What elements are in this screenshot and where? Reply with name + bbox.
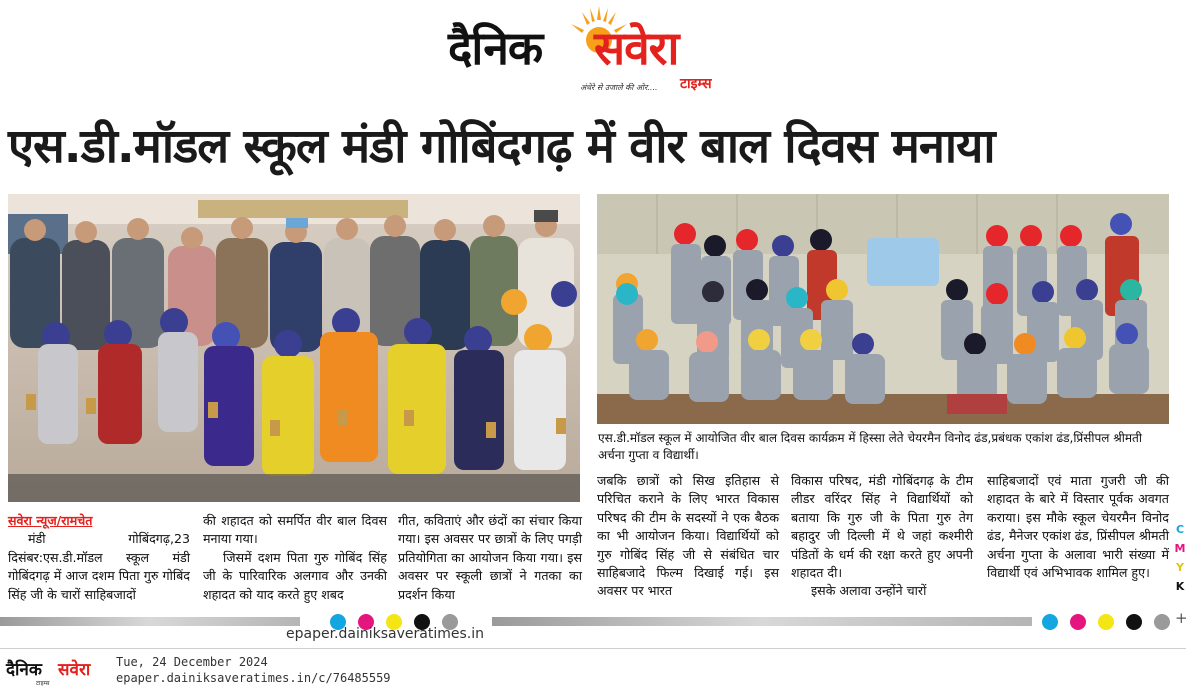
article-byline: सवेरा न्यूज/रामचेत — [8, 513, 93, 528]
cmyk-color-marks — [1174, 520, 1186, 596]
article-column-3 — [398, 512, 582, 604]
cyan-dot — [1042, 614, 1058, 630]
article-paragraph: गीत, कविताएं और छंदों का संचार किया गया। इस अवसर पर छात्रों के लिए पगड़ी प्रतियोगिता का आयोजन किया गया। इस अवसर पर स्कूली छात्रों ने गतका का प्रदर्शन किया — [398, 513, 582, 602]
cmyk-c: C — [1175, 523, 1185, 536]
footer-bar — [0, 648, 1186, 691]
students-group-photo — [597, 194, 1169, 424]
logo-word-dainik: दैनिक — [448, 21, 543, 75]
article-column-2 — [203, 512, 387, 604]
cmyk-m: M — [1174, 542, 1186, 555]
article-paragraph: जिसमें दशम पिता गुरु गोबिंद सिंह जी के पारिवारिक अलगाव और उनकी शहादत को याद करते हुए शबद — [203, 549, 387, 602]
article-headline: एस.डी.मॉडल स्कूल मंडी गोबिंदगढ़ में वीर बाल दिवस मनाया — [8, 119, 995, 174]
registration-strip — [492, 617, 1032, 626]
article-paragraph: की शहादत को समर्पित वीर बाल दिवस मनाया गया। — [203, 513, 387, 547]
article-permalink[interactable]: epaper.dainiksaveratimes.in/c/76485559 — [116, 671, 391, 685]
footer-logo-word-dainik: दैनिक — [6, 660, 42, 680]
article-paragraph: इसके अलावा उन्होंने चारों — [811, 583, 927, 599]
footer-logo-word-times: टाइम्स — [36, 680, 50, 687]
publication-date: Tue, 24 December 2024 — [116, 655, 268, 669]
cmyk-k: K — [1175, 580, 1185, 593]
article-paragraph: मंडी गोबिंदगढ़,23 दिसंबर:एस.डी.मॉडल स्कूल मंडी गोबिंदगढ़ में आज दशम पिता गुरु गोबिंद सिंह जी के चारों साहिबजादों — [8, 531, 190, 602]
registration-strip — [0, 617, 300, 626]
masthead — [0, 0, 1186, 106]
article-paragraph: साहिबजादों एवं माता गुजरी जी की शहादत के बारे में विस्तार पूर्वक अवगत कराया। इस मौके स्कूल चेयरमैन विनोद ढंड, मैनेजर एकांश ढंड, प्रिंसीपल श्रीमती अर्चना गुप्ता के अलावा भारी संख्या में विद्यार्थी एवं अभिभावक शामिल हुए। — [987, 473, 1169, 581]
black-dot — [1126, 614, 1142, 630]
yellow-dot — [1098, 614, 1114, 630]
epaper-url[interactable]: epaper.dainiksaveratimes.in — [286, 626, 484, 642]
event-group-photo — [8, 194, 580, 502]
cmyk-y: Y — [1176, 561, 1184, 574]
article-paragraph: विकास परिषद, मंडी गोबिंदगढ़ के टीम लीडर वरिंदर सिंह ने विद्यार्थियों को बताया कि गुरु जी के पिता गुरु तेग बहादुर जी दिल्ली में थे जहां कश्मीरी पंडितों के धर्म की रक्षा करते हुए अपनी शहादत दी। — [791, 473, 973, 581]
logo-tagline: अंधेरे से उजाले की ओर.... — [580, 83, 658, 92]
footer-logo-word-savera: सवेरा — [58, 660, 91, 680]
article-paragraph: जबकि छात्रों को सिख इतिहास से परिचित कराने के लिए भारत विकास परिषद की टीम के सदस्यों ने एक बैठक का भी आयोजन किया। विद्यार्थियों को गुरु गोबिंद सिंह जी से संबंधित चार साहिबजादे फिल्म दिखाई गई। इस अवसर पर भारत — [597, 473, 779, 599]
logo-word-savera: सवेरा — [594, 21, 679, 75]
article-column-6 — [987, 472, 1169, 582]
article-column-4 — [597, 472, 779, 601]
article-column-5 — [791, 472, 973, 601]
registration-cross-icon: + — [1175, 609, 1188, 627]
logo-word-times: टाइम्स — [680, 76, 712, 92]
newspaper-logo — [448, 2, 748, 102]
gray-dot — [1154, 614, 1170, 630]
article-column-1 — [8, 512, 190, 604]
magenta-dot — [1070, 614, 1086, 630]
photo-caption: एस.डी.मॉडल स्कूल में आयोजित वीर बाल दिवस कार्यक्रम में हिस्सा लेते चेयरमैन विनोद ढंड,प्रबंधक एकांश ढंड,प्रिंसीपल श्रीमती अर्चना गुप्ता व विद्यार्थी। — [598, 431, 1142, 462]
footer-logo — [6, 657, 106, 687]
